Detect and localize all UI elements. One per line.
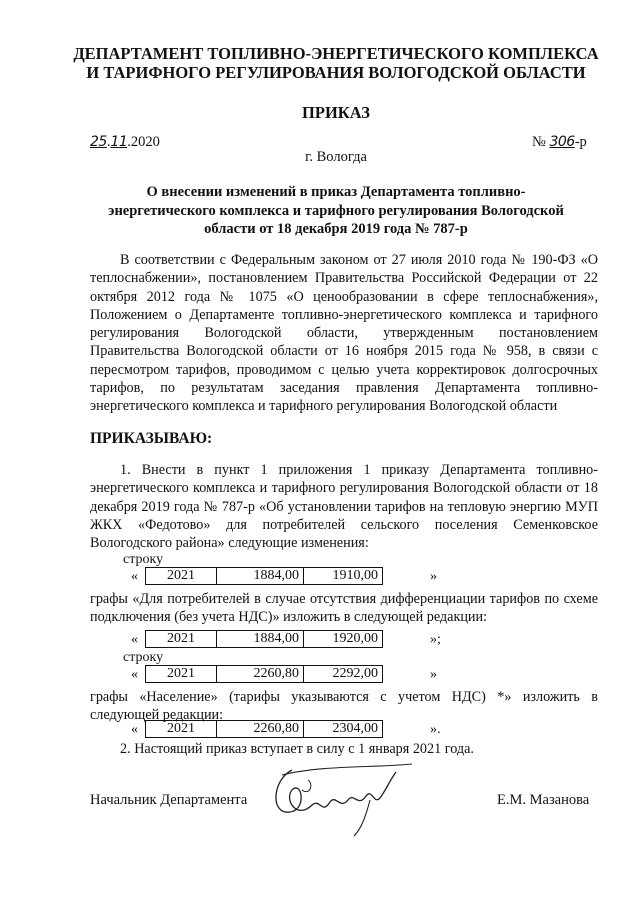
table-cell-value-2: 2304,00 (304, 721, 383, 738)
table-row (146, 721, 383, 738)
table-cell-value-2: 2292,00 (304, 666, 383, 683)
department-name (60, 44, 612, 82)
column-change-text-a: графы «Для потребителей в случае отсутствия дифференциации тарифов по схеме подключения (без учета НДС)» изложить в следующей редакции: (90, 591, 598, 626)
signatory-position: Начальник Департамента (90, 792, 248, 808)
table-cell-year: 2021 (146, 568, 217, 585)
table-row (146, 568, 383, 585)
table-cell-year: 2021 (146, 631, 217, 648)
table-cell-value-1: 2260,80 (217, 666, 304, 683)
close-quote-semicolon: »; (430, 632, 441, 647)
table-cell-year: 2021 (146, 721, 217, 738)
date-month: 11 (110, 134, 128, 150)
table-row (146, 631, 383, 648)
title-line-2: энергетического комплекса и тарифного регулирования Вологодской (108, 202, 564, 219)
order-title (80, 183, 592, 239)
column-change-text-b: графы «Население» (тарифы указываются с учетом НДС) *» изложить в следующей редакции: (90, 689, 598, 724)
order-word: ПРИКАЗЫВАЮ: (90, 430, 213, 447)
signatory-name: Е.М. Мазанова (497, 792, 590, 808)
preamble-paragraph: В соответствии с Федеральным законом от 27 июля 2010 года № 190-ФЗ «О теплоснабжении», постановлением Правительства Российской Федерации от 22 октября 2012 года № 1075 «О ценообразовании в сфере теплоснабжения», Положением о Департаменте топливно-энергетического комплекса и тарифного регулирования Вологодской области, утвержденным постановлением Правительства Вологодской области от 16 ноября 2015 года № 958, в связи с пересмотром тарифов, проводимом с целью учета корректировок долгосрочных тарифов, по результатам заседания правления Департамента топливно-энергетического комплекса и тарифного регулирования Вологодской области (90, 252, 598, 415)
table-cell-year: 2021 (146, 666, 217, 683)
item-1-paragraph: 1. Внести в пункт 1 приложения 1 приказу Департамента топливно-энергетического комплекса и тарифного регулирования Вологодской области от 18 декабря 2019 года № 787-р «Об установлении тарифов на тепловую энергию МУП ЖКХ «Федотово» для потребителей сельского поселения Семенковское Вологодского района» следующие изменения: (90, 462, 598, 552)
order-date: 25.11.2020 (90, 134, 160, 150)
close-quote-period: ». (430, 722, 441, 737)
department-line-1: ДЕПАРТАМЕНТ ТОПЛИВНО-ЭНЕРГЕТИЧЕСКОГО КОМПЛЕКСА (73, 44, 599, 63)
title-line-1: О внесении изменений в приказ Департамента топливно- (146, 184, 526, 200)
city: г. Вологда (305, 149, 367, 165)
table-cell-value-2: 1910,00 (304, 568, 383, 585)
tariff-table-row-1 (145, 567, 383, 585)
close-quote: » (430, 667, 437, 682)
open-quote: « (131, 569, 138, 584)
number-suffix: -р (574, 134, 587, 150)
date-year: .2020 (127, 134, 160, 150)
close-quote: » (430, 569, 437, 584)
item-2-paragraph: 2. Настоящий приказ вступает в силу с 1 января 2021 года. (120, 741, 474, 757)
row-label-3: строку (123, 650, 164, 665)
date-day: 25 (90, 134, 107, 150)
table-cell-value-1: 1884,00 (217, 568, 304, 585)
document-type: ПРИКАЗ (302, 103, 370, 122)
tariff-table-row-3 (145, 665, 383, 683)
department-line-2: И ТАРИФНОГО РЕГУЛИРОВАНИЯ ВОЛОГОДСКОЙ ОБЛАСТИ (86, 63, 586, 82)
open-quote: « (131, 667, 138, 682)
title-line-3: области от 18 декабря 2019 года № 787-р (204, 221, 468, 237)
number-sign: № (532, 134, 546, 150)
handwritten-signature (262, 760, 432, 840)
number-value: 306 (549, 134, 575, 150)
open-quote: « (131, 632, 138, 647)
table-row (146, 666, 383, 683)
table-cell-value-1: 2260,80 (217, 721, 304, 738)
tariff-table-row-4 (145, 720, 383, 738)
row-label-1: строку (123, 552, 164, 567)
tariff-table-row-2 (145, 630, 383, 648)
table-cell-value-1: 1884,00 (217, 631, 304, 648)
table-cell-value-2: 1920,00 (304, 631, 383, 648)
open-quote: « (131, 722, 138, 737)
